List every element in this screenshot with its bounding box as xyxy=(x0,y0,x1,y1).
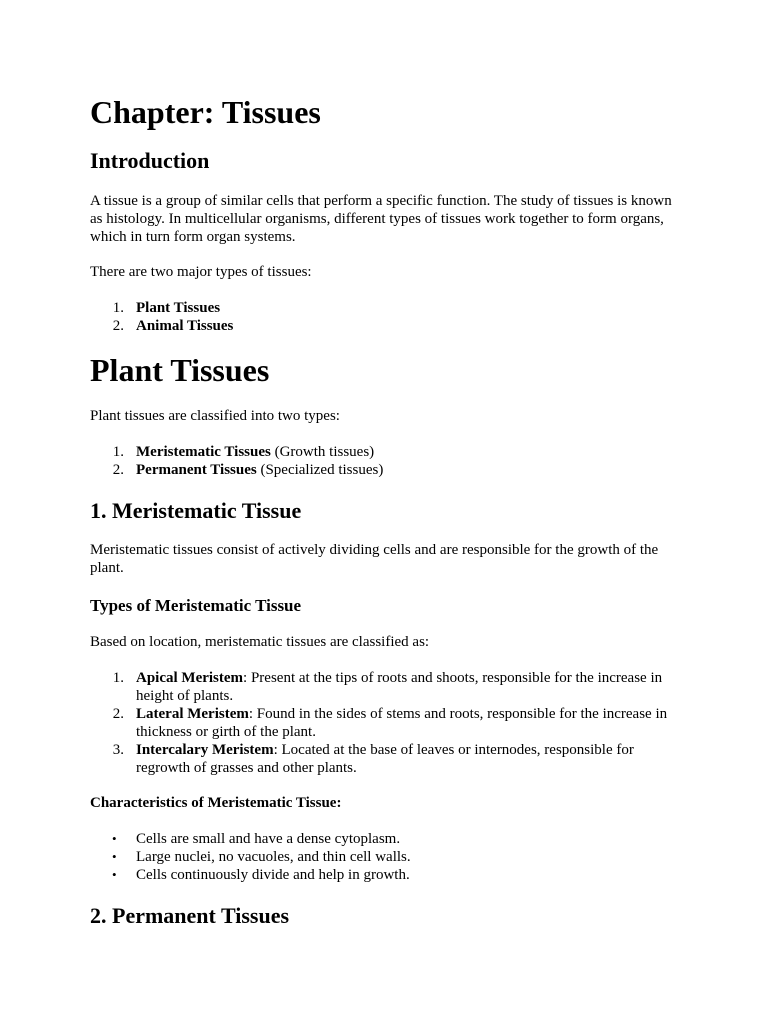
list-item-text: Cells continuously divide and help in growth. xyxy=(136,867,410,883)
chapter-title: Chapter: Tissues xyxy=(90,94,321,130)
bullet-icon: • xyxy=(112,849,117,864)
types-of-meristematic-heading: Types of Meristematic Tissue xyxy=(90,596,302,615)
list-item xyxy=(90,848,680,866)
introduction-paragraph: A tissue is a group of similar cells that perform a specific function. The study of tissues is known as histology. In multicellular organisms, different types of tissues work together to form organs, which in turn form organ systems. xyxy=(90,193,672,245)
list-item xyxy=(90,866,680,884)
list-item xyxy=(90,461,680,479)
list-item-term: Permanent Tissues xyxy=(136,462,257,478)
list-item xyxy=(90,299,680,317)
tissue-types-intro: There are two major types of tissues: xyxy=(90,264,312,280)
bullet-icon: • xyxy=(112,867,117,882)
characteristics-heading: Characteristics of Meristematic Tissue: xyxy=(90,795,342,811)
bullet-icon: • xyxy=(112,831,117,846)
list-number: 2. xyxy=(112,462,124,478)
list-item-term: Apical Meristem xyxy=(136,670,244,686)
list-number: 1. xyxy=(112,300,124,316)
list-item xyxy=(90,443,680,461)
list-item-text: : Present at the tips of roots and shoots, responsible for the increase in height of plants. xyxy=(136,670,663,704)
permanent-tissues-heading: 2. Permanent Tissues xyxy=(90,903,290,928)
list-number: 3. xyxy=(112,742,124,758)
meristematic-tissue-paragraph: Meristematic tissues consist of actively dividing cells and are responsible for the growth of the plant. xyxy=(90,542,659,576)
list-number: 2. xyxy=(112,706,124,722)
list-item-text: (Growth tissues) xyxy=(270,444,375,460)
list-item-term: Meristematic Tissues xyxy=(136,444,271,460)
meristem-types-list xyxy=(90,669,680,777)
list-item xyxy=(90,705,680,741)
list-item-text: Cells are small and have a dense cytoplasm. xyxy=(136,831,401,847)
list-item-term: Lateral Meristem xyxy=(136,706,249,722)
plant-tissue-types-list xyxy=(90,443,680,479)
list-item xyxy=(90,741,680,777)
list-item-term: Intercalary Meristem xyxy=(136,742,274,758)
list-number: 1. xyxy=(112,670,124,686)
plant-tissues-heading: Plant Tissues xyxy=(90,352,270,388)
introduction-heading: Introduction xyxy=(90,148,210,173)
list-item-text: : Found in the sides of stems and roots, responsible for the increase in thickness or girth of the plant. xyxy=(136,706,668,740)
types-of-meristematic-paragraph: Based on location, meristematic tissues are classified as: xyxy=(90,634,430,650)
characteristics-list xyxy=(90,830,680,884)
list-item-text: : Located at the base of leaves or internodes, responsible for regrowth of grasses and other plants. xyxy=(136,742,634,776)
list-item xyxy=(90,669,680,705)
list-item-text: Large nuclei, no vacuoles, and thin cell walls. xyxy=(136,849,411,865)
tissue-types-list xyxy=(90,299,680,335)
list-item-text: (Specialized tissues) xyxy=(256,462,384,478)
list-item-term: Plant Tissues xyxy=(136,300,221,316)
list-number: 2. xyxy=(112,318,124,334)
meristematic-tissue-heading: 1. Meristematic Tissue xyxy=(90,498,302,523)
plant-tissues-paragraph: Plant tissues are classified into two types: xyxy=(90,408,340,424)
list-item-term: Animal Tissues xyxy=(136,318,234,334)
list-item xyxy=(90,830,680,848)
list-item xyxy=(90,317,680,335)
list-number: 1. xyxy=(112,444,124,460)
